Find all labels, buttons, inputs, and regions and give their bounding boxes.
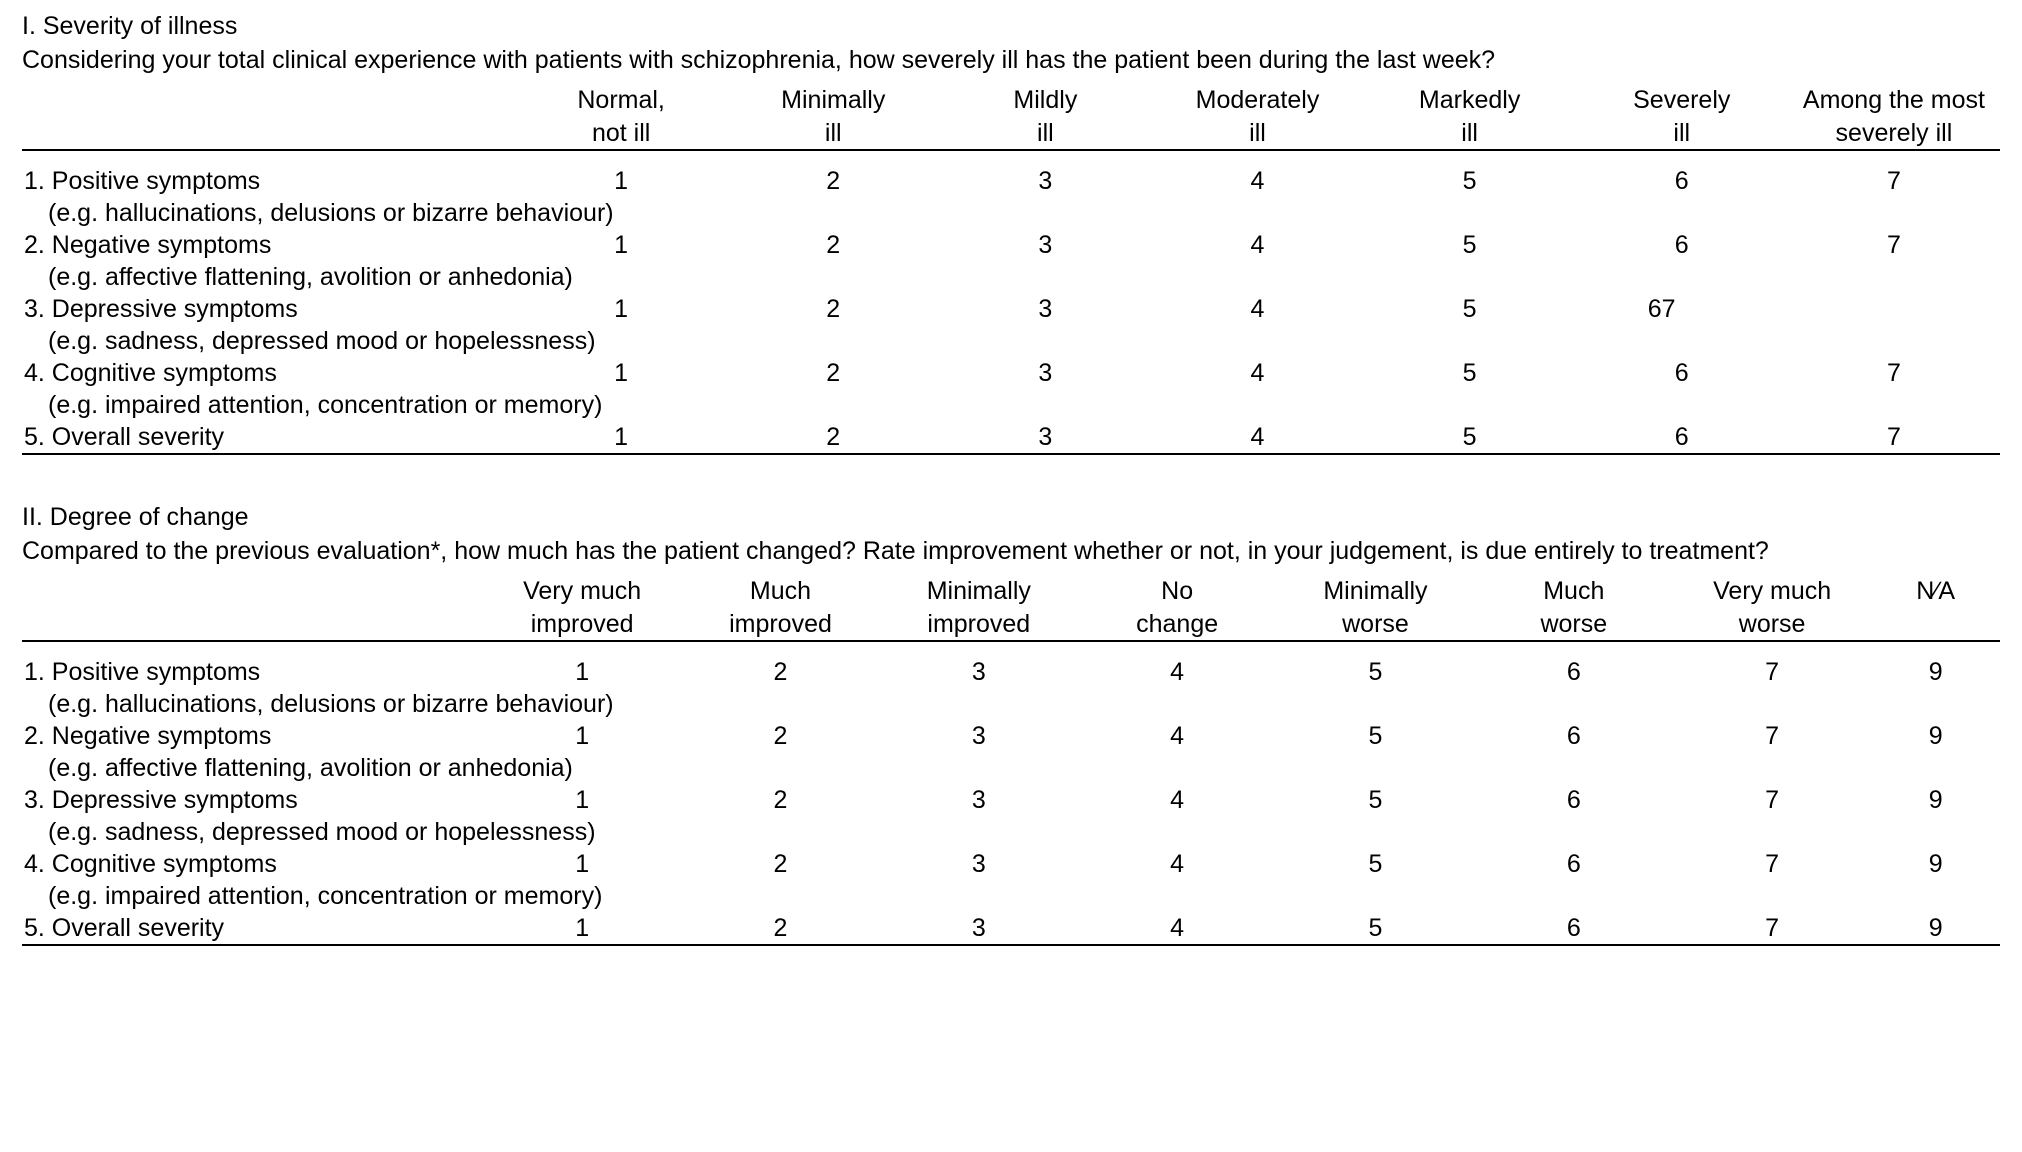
table-row xyxy=(22,165,2000,197)
header-line-1: Severely xyxy=(1633,86,1731,114)
severity-scale-table xyxy=(22,84,2000,469)
table-row xyxy=(22,784,2000,816)
header-option-2 xyxy=(681,575,879,641)
rating-option-na[interactable]: 9 xyxy=(1928,658,1943,686)
header-line-2: severely ill xyxy=(1835,118,1953,147)
section-bottom-rule xyxy=(22,945,2000,960)
rating-option[interactable]: 3 xyxy=(1038,295,1053,323)
header-line-2: ill xyxy=(1461,118,1478,147)
rating-option[interactable]: 3 xyxy=(1038,167,1053,195)
rating-option[interactable]: 67 xyxy=(1647,295,1676,323)
table-row xyxy=(22,656,2000,688)
rating-option[interactable]: 4 xyxy=(1250,167,1265,195)
rating-option[interactable]: 6 xyxy=(1566,850,1581,878)
row-label: 2. Negative symptoms xyxy=(24,722,272,750)
table-row xyxy=(22,421,2000,454)
section-bottom-rule xyxy=(22,454,2000,469)
table-row-subtext xyxy=(22,688,2000,720)
rating-option[interactable]: 2 xyxy=(773,658,788,686)
rating-option[interactable]: 5 xyxy=(1368,786,1383,814)
table-row xyxy=(22,293,2000,325)
header-option-1 xyxy=(483,575,681,641)
rating-option[interactable]: 4 xyxy=(1170,722,1185,750)
rating-option[interactable]: 4 xyxy=(1170,850,1185,878)
row-label: 1. Positive symptoms xyxy=(24,167,261,195)
header-option-1 xyxy=(515,84,727,150)
header-item-column xyxy=(22,84,515,150)
header-line-1: Normal, xyxy=(577,86,665,114)
header-option-7 xyxy=(1788,84,2000,150)
row-label: 3. Depressive symptoms xyxy=(24,295,298,323)
section-question: Compared to the previous evaluation*, how much has the patient changed? Rate improvement whether or not, in your judgement, is due entirely to treatment? xyxy=(22,537,1769,565)
rating-option[interactable]: 3 xyxy=(1038,423,1053,451)
rating-option[interactable] xyxy=(1788,293,2000,325)
rating-option[interactable]: 2 xyxy=(773,914,788,942)
table-row-subtext xyxy=(22,389,2000,421)
header-line-2: not ill xyxy=(591,118,651,147)
row-label: 3. Depressive symptoms xyxy=(24,786,298,814)
row-sublabel: (e.g. impaired attention, concentration or memory) xyxy=(48,882,603,910)
rating-option[interactable]: 6 xyxy=(1566,722,1581,750)
rating-option[interactable]: 2 xyxy=(773,850,788,878)
row-label: 1. Positive symptoms xyxy=(24,658,261,686)
rating-option[interactable]: 3 xyxy=(971,722,986,750)
row-label: 4. Cognitive symptoms xyxy=(24,359,277,387)
rating-option[interactable]: 7 xyxy=(1765,850,1780,878)
rating-option[interactable]: 7 xyxy=(1765,722,1780,750)
header-line-2: ill xyxy=(1037,118,1054,147)
rating-option[interactable]: 5 xyxy=(1462,231,1477,259)
table-row-subtext xyxy=(22,752,2000,784)
header-line-1: Very much xyxy=(1713,577,1832,605)
rating-option[interactable]: 3 xyxy=(971,658,986,686)
row-sublabel: (e.g. impaired attention, concentration or memory) xyxy=(48,391,603,419)
section-severity-of-illness xyxy=(22,10,2000,469)
rating-option[interactable]: 4 xyxy=(1170,786,1185,814)
rating-option[interactable]: 5 xyxy=(1368,722,1383,750)
rating-option[interactable]: 1 xyxy=(614,423,629,451)
header-line-1: Minimally xyxy=(781,86,886,114)
header-line-1: Very much xyxy=(523,577,642,605)
row-label: 5. Overall severity xyxy=(24,423,225,451)
header-line-1: Markedly xyxy=(1418,86,1521,114)
row-sublabel: (e.g. affective flattening, avolition or anhedonia) xyxy=(48,754,573,782)
header-item-column xyxy=(22,575,483,641)
rating-option[interactable]: 6 xyxy=(1674,359,1689,387)
rating-option-na[interactable]: 9 xyxy=(1928,850,1943,878)
row-sublabel: (e.g. hallucinations, delusions or bizarre behaviour) xyxy=(48,199,614,227)
rating-option-na[interactable]: 9 xyxy=(1928,722,1943,750)
header-option-4 xyxy=(1078,575,1276,641)
table-row xyxy=(22,720,2000,752)
rating-option[interactable]: 4 xyxy=(1250,231,1265,259)
rating-option[interactable]: 1 xyxy=(614,359,629,387)
rating-option[interactable]: 2 xyxy=(826,231,841,259)
row-sublabel: (e.g. sadness, depressed mood or hopelessness) xyxy=(48,327,596,355)
row-sublabel: (e.g. sadness, depressed mood or hopelessness) xyxy=(48,818,596,846)
header-rule xyxy=(22,641,2000,656)
rating-option[interactable]: 3 xyxy=(971,850,986,878)
table-row xyxy=(22,229,2000,261)
table-row-subtext xyxy=(22,816,2000,848)
rating-option[interactable]: 1 xyxy=(614,295,629,323)
header-line-2: ill xyxy=(824,118,842,147)
header-line-2: worse xyxy=(1540,609,1608,638)
table-row-subtext xyxy=(22,261,2000,293)
header-line-1: Among the most xyxy=(1802,86,1985,114)
header-line-2: N∕A xyxy=(1916,577,1956,605)
rating-option[interactable]: 7 xyxy=(1765,914,1780,942)
rating-option[interactable]: 6 xyxy=(1566,658,1581,686)
header-line-2: improved xyxy=(530,609,634,638)
rating-option[interactable]: 7 xyxy=(1765,786,1780,814)
header-line-2: improved xyxy=(729,609,832,638)
row-sublabel: (e.g. hallucinations, delusions or bizarre behaviour) xyxy=(48,690,614,718)
table-row xyxy=(22,848,2000,880)
rating-option[interactable]: 5 xyxy=(1368,850,1383,878)
rating-option[interactable]: 3 xyxy=(971,786,986,814)
section-gap xyxy=(22,475,2000,501)
rating-option[interactable]: 7 xyxy=(1765,658,1780,686)
rating-option[interactable]: 7 xyxy=(1886,167,1901,195)
header-line-1: Minimally xyxy=(926,577,1031,605)
rating-option[interactable]: 2 xyxy=(826,423,841,451)
header-option-5 xyxy=(1364,84,1576,150)
header-line-2: ill xyxy=(1249,118,1266,147)
header-rule xyxy=(22,150,2000,165)
section-title: I. Severity of illness xyxy=(22,12,238,40)
rating-option[interactable]: 3 xyxy=(1038,359,1053,387)
rating-option[interactable]: 1 xyxy=(614,231,629,259)
rating-option[interactable]: 3 xyxy=(971,914,986,942)
row-label: 2. Negative symptoms xyxy=(24,231,272,259)
header-option-4 xyxy=(1151,84,1363,150)
rating-option[interactable]: 6 xyxy=(1674,167,1689,195)
change-scale-table xyxy=(22,575,2000,960)
rating-option[interactable]: 4 xyxy=(1250,423,1265,451)
rating-option[interactable]: 5 xyxy=(1368,914,1383,942)
rating-option[interactable]: 6 xyxy=(1566,786,1581,814)
rating-option-na[interactable]: 9 xyxy=(1928,914,1943,942)
header-option-6 xyxy=(1576,84,1788,150)
header-line-2: worse xyxy=(1342,609,1409,638)
header-option-na xyxy=(1871,575,2000,641)
section-degree-of-change xyxy=(22,501,2000,960)
rating-option[interactable]: 5 xyxy=(1462,359,1477,387)
section-question: Considering your total clinical experience with patients with schizophrenia, how severely ill has the patient been during the last week? xyxy=(22,46,1496,74)
rating-option[interactable]: 4 xyxy=(1170,658,1185,686)
rating-option[interactable]: 5 xyxy=(1462,423,1477,451)
rating-option[interactable]: 1 xyxy=(575,786,590,814)
rating-option[interactable]: 5 xyxy=(1368,658,1383,686)
table-row-subtext xyxy=(22,197,2000,229)
row-sublabel: (e.g. affective flattening, avolition or anhedonia) xyxy=(48,263,573,291)
header-line-1: Much xyxy=(749,577,812,605)
header-line-1: Mildly xyxy=(1013,86,1078,114)
header-option-2 xyxy=(727,84,939,150)
rating-option[interactable]: 7 xyxy=(1886,231,1901,259)
header-option-3 xyxy=(939,84,1151,150)
header-line-2: worse xyxy=(1738,609,1806,638)
table-row-subtext xyxy=(22,325,2000,357)
rating-option[interactable]: 2 xyxy=(826,167,841,195)
table-row-subtext xyxy=(22,880,2000,912)
header-line-1: Minimally xyxy=(1323,577,1428,605)
rating-option[interactable]: 7 xyxy=(1886,423,1901,451)
header-line-1: Moderately xyxy=(1195,86,1320,114)
rating-option[interactable]: 5 xyxy=(1462,167,1477,195)
rating-option-na[interactable]: 9 xyxy=(1928,786,1943,814)
rating-option[interactable]: 1 xyxy=(614,167,629,195)
header-line-2: improved xyxy=(927,609,1031,638)
rating-option[interactable]: 2 xyxy=(826,295,841,323)
header-line-2: change xyxy=(1136,609,1219,638)
rating-option[interactable]: 6 xyxy=(1566,914,1581,942)
section-title: II. Degree of change xyxy=(22,503,249,531)
rating-option[interactable]: 7 xyxy=(1886,359,1901,387)
header-line-1: No xyxy=(1161,577,1194,605)
table-row xyxy=(22,357,2000,389)
rating-option[interactable]: 6 xyxy=(1674,231,1689,259)
rating-option[interactable]: 4 xyxy=(1250,295,1265,323)
rating-option[interactable]: 3 xyxy=(1038,231,1053,259)
table-row xyxy=(22,912,2000,945)
rating-option[interactable]: 2 xyxy=(826,359,841,387)
rating-option[interactable]: 1 xyxy=(575,658,590,686)
rating-option[interactable]: 2 xyxy=(773,786,788,814)
rating-option[interactable]: 1 xyxy=(575,914,590,942)
rating-option[interactable]: 4 xyxy=(1250,359,1265,387)
header-option-6 xyxy=(1475,575,1673,641)
row-label: 4. Cognitive symptoms xyxy=(24,850,277,878)
rating-option[interactable]: 1 xyxy=(575,850,590,878)
header-option-5 xyxy=(1276,575,1474,641)
header-option-3 xyxy=(880,575,1078,641)
rating-option[interactable]: 6 xyxy=(1674,423,1689,451)
rating-option[interactable]: 4 xyxy=(1170,914,1185,942)
rating-option[interactable]: 2 xyxy=(773,722,788,750)
rating-option[interactable]: 1 xyxy=(575,722,590,750)
header-option-7 xyxy=(1673,575,1871,641)
header-line-2: ill xyxy=(1673,118,1691,147)
table-header-row xyxy=(22,575,2000,641)
header-line-1: Much xyxy=(1543,577,1605,605)
table-header-row xyxy=(22,84,2000,150)
rating-option[interactable]: 5 xyxy=(1462,295,1477,323)
row-label: 5. Overall severity xyxy=(24,914,225,942)
